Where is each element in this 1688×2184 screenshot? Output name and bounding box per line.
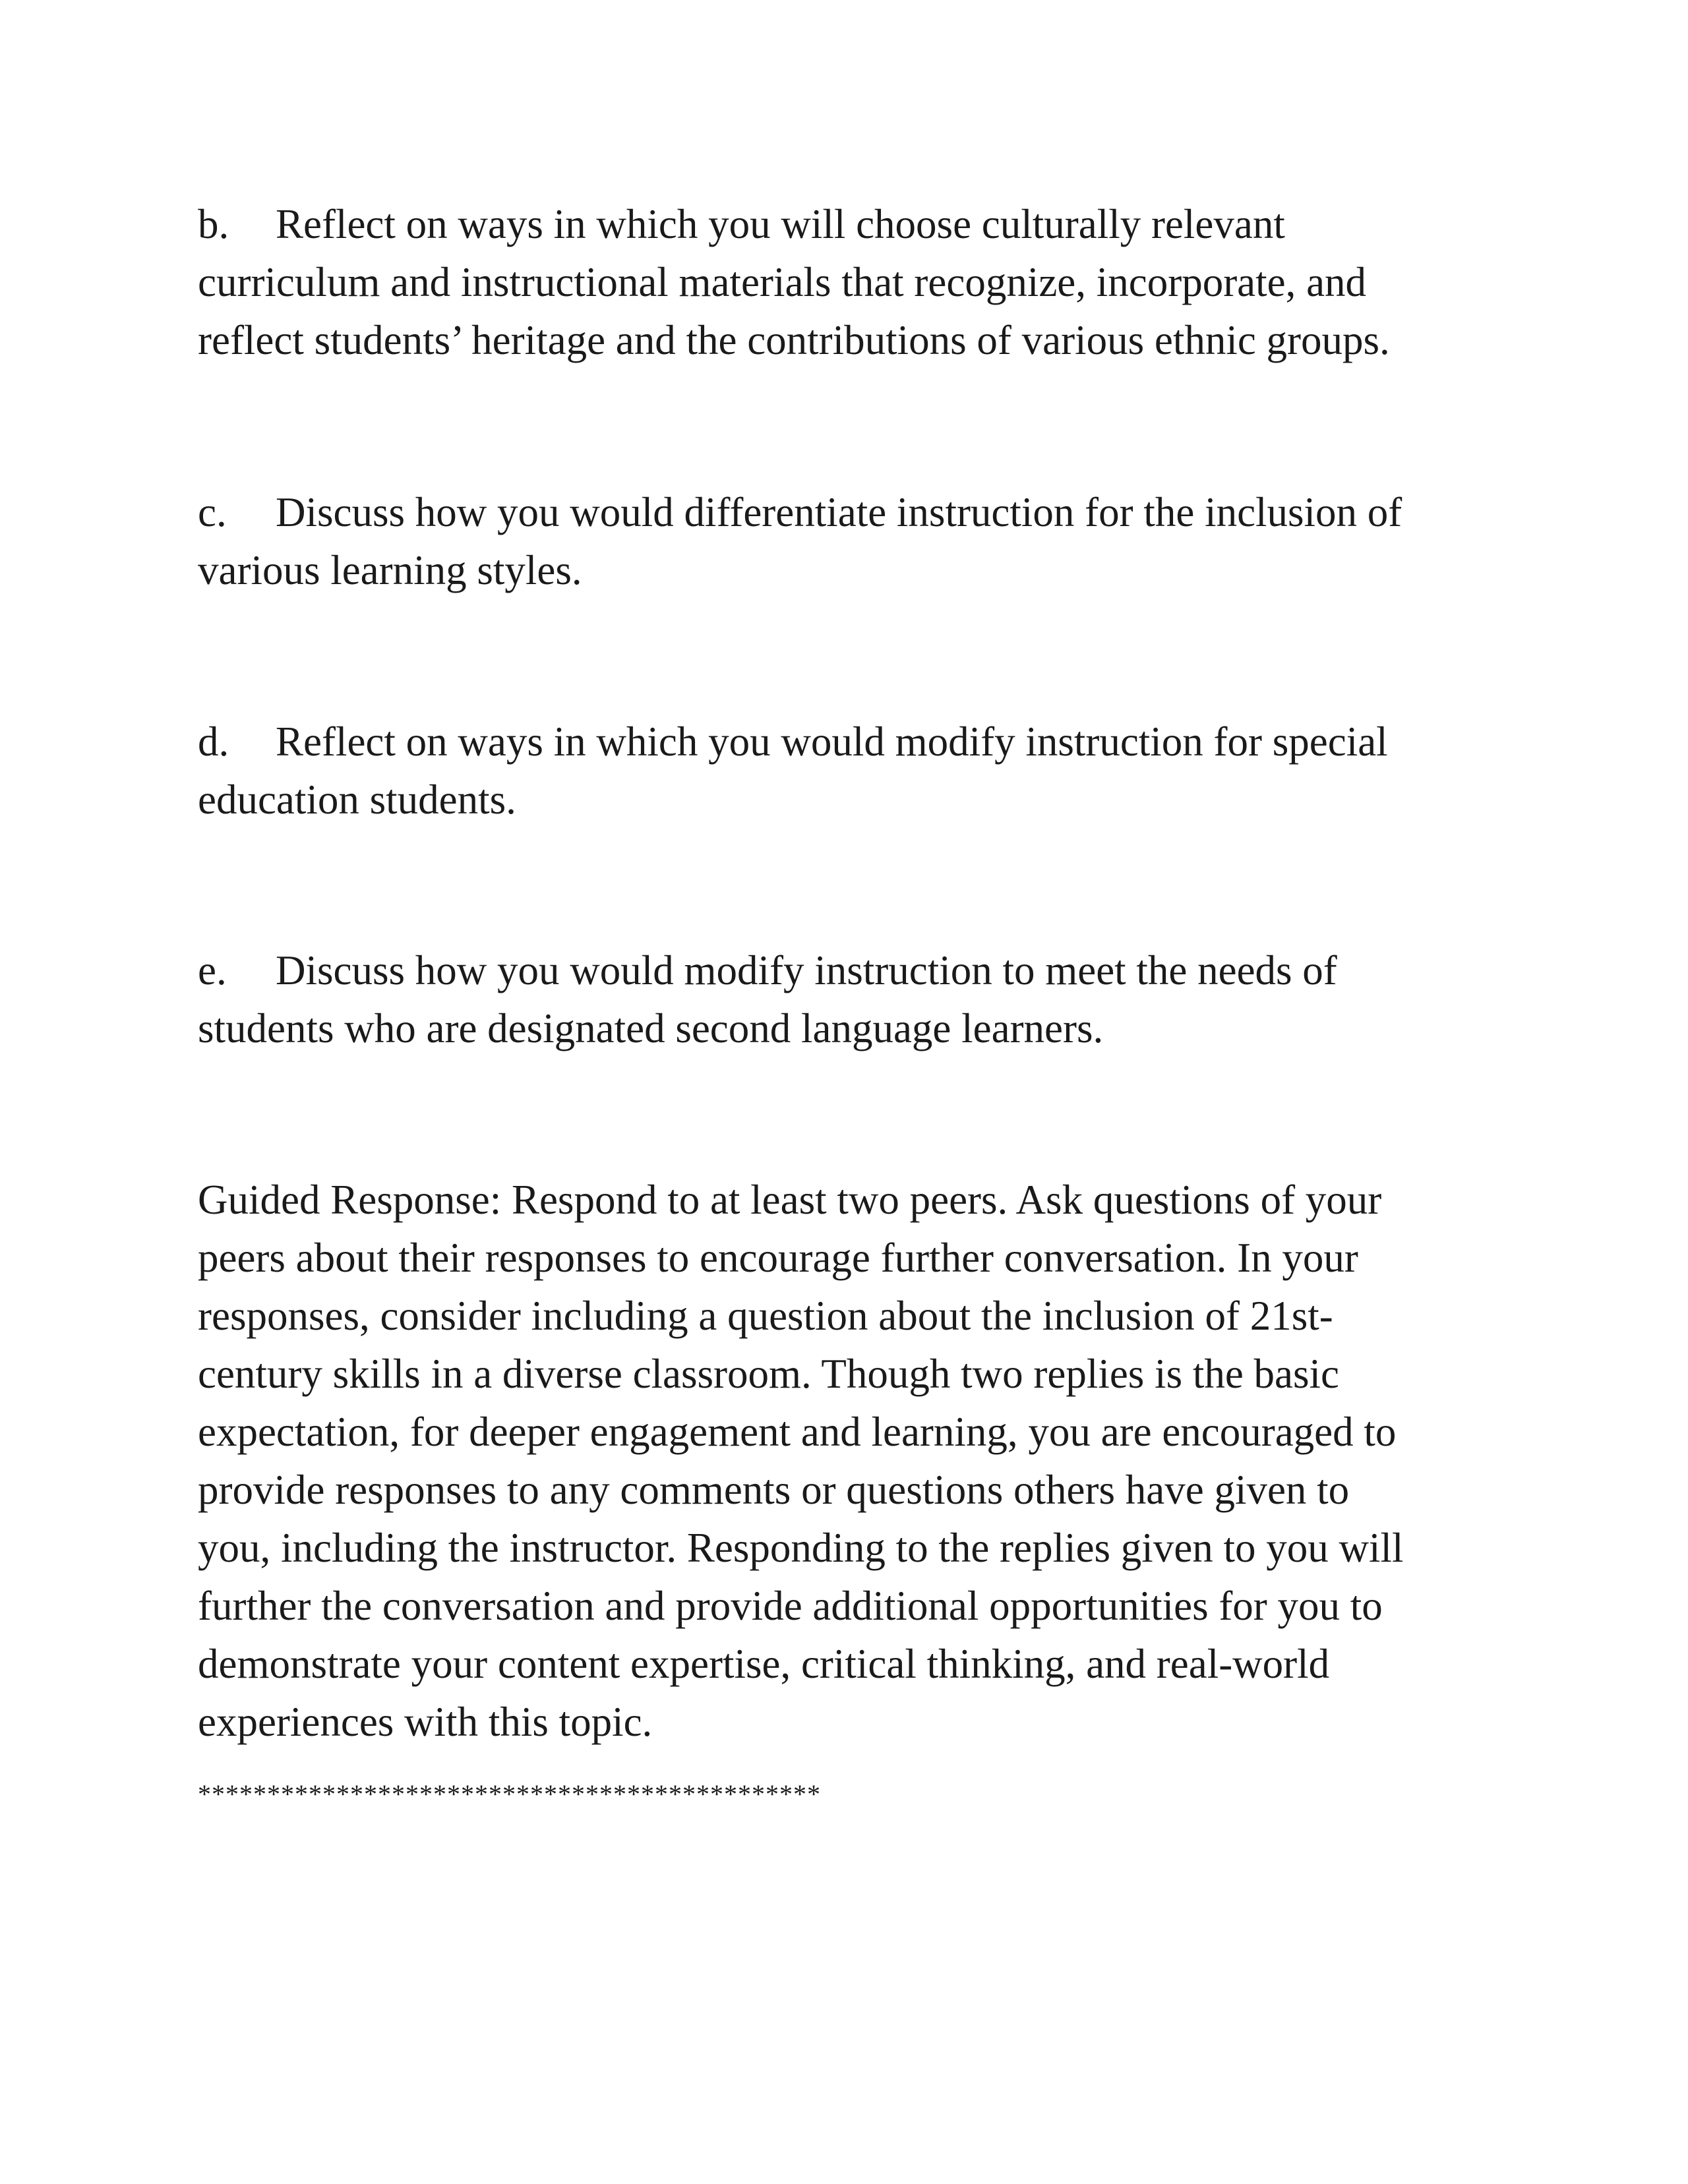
guided-response-line: Guided Response: Respond to at least two peers. Ask questions of your: [198, 1177, 1382, 1223]
item-e-text-1: Discuss how you would modify instruction to meet the needs of: [276, 947, 1337, 993]
item-e-line-1: [198, 941, 1337, 999]
guided-response-line: you, including the instructor. Responding to the replies given to you will: [198, 1525, 1404, 1571]
guided-response-line: demonstrate your content expertise, critical thinking, and real-world: [198, 1641, 1330, 1687]
item-c-marker: c.: [198, 489, 227, 535]
guided-response-line: experiences with this topic.: [198, 1699, 653, 1745]
item-d-line-1: [198, 713, 1388, 771]
item-b-line-2: curriculum and instructional materials that recognize, incorporate, and: [198, 259, 1367, 305]
item-d-text-1: Reflect on ways in which you would modify instruction for special: [276, 719, 1388, 765]
item-b-line-1: [198, 195, 1285, 253]
asterisk-separator: *********************************************: [198, 1779, 821, 1809]
guided-response-line: century skills in a diverse classroom. Though two replies is the basic: [198, 1351, 1339, 1397]
guided-response-line: provide responses to any comments or questions others have given to: [198, 1467, 1350, 1513]
item-c-line-2: various learning styles.: [198, 547, 582, 593]
guided-response-line: expectation, for deeper engagement and learning, you are encouraged to: [198, 1409, 1397, 1455]
guided-response-line: peers about their responses to encourage further conversation. In your: [198, 1235, 1358, 1281]
item-b-text-1: Reflect on ways in which you will choose culturally relevant: [276, 201, 1285, 247]
item-d-line-2: education students.: [198, 777, 516, 823]
item-c-line-1: [198, 483, 1402, 541]
item-d-marker: d.: [198, 719, 229, 765]
guided-response-line: responses, consider including a question about the inclusion of 21st-: [198, 1293, 1333, 1339]
guided-response-line: further the conversation and provide additional opportunities for you to: [198, 1583, 1383, 1629]
item-b-marker: b.: [198, 201, 229, 247]
item-e-line-2: students who are designated second language learners.: [198, 1005, 1104, 1051]
item-e-marker: e.: [198, 947, 227, 993]
item-c-text-1: Discuss how you would differentiate instruction for the inclusion of: [276, 489, 1402, 535]
item-b-line-3: reflect students’ heritage and the contributions of various ethnic groups.: [198, 317, 1390, 363]
